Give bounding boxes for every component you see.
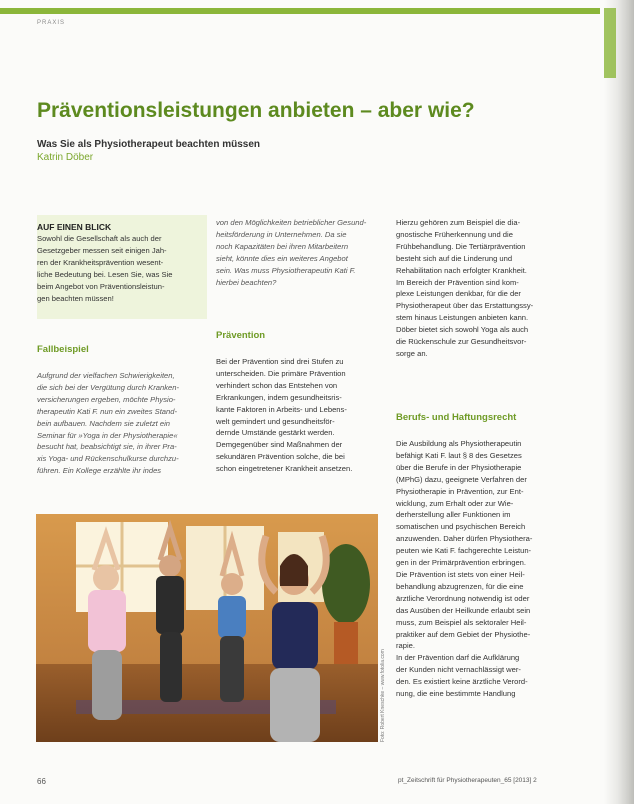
text-line: befähigt Kati F. laut § 8 des Gesetzes bbox=[396, 450, 522, 460]
text-line: kante Faktoren in Arbeits- und Lebens- bbox=[216, 404, 347, 414]
text-line: Physiotherapie in Prävention, zur Ent- bbox=[396, 486, 524, 496]
text-line: unterscheiden. Die primäre Prävention bbox=[216, 368, 346, 378]
article-subtitle: Was Sie als Physiotherapeut beachten müssen bbox=[37, 139, 261, 150]
text-line: über die Berufe in der Physiotherapie bbox=[396, 462, 522, 472]
text-line: derherstellung aller Funktionen im bbox=[396, 510, 511, 520]
text-line: sekundären Prävention solche, die bei bbox=[216, 452, 345, 462]
text-line: Bei der Prävention sind drei Stufen zu bbox=[216, 357, 344, 366]
text-line: gnostische Früherkennung und die bbox=[396, 229, 513, 239]
text-line: praktiker auf dem Gebiet der Physiothe- bbox=[396, 629, 531, 639]
article-title: Präventionsleistungen anbieten – aber wie? bbox=[37, 99, 475, 122]
text-line: sorge an. bbox=[396, 348, 428, 358]
text-line: plexe Leistungen denkbar, für die der bbox=[396, 289, 521, 299]
text-line: muss, zum Beispiel als sektoraler Heil- bbox=[396, 617, 527, 627]
fallbeispiel-continued-text bbox=[216, 217, 384, 288]
text-line: den. Es existiert keine ärztliche Verord- bbox=[396, 677, 528, 687]
text-line: gen beachten müssen! bbox=[37, 293, 114, 303]
text-line: versicherungen ergeben, möchte Physio- bbox=[37, 394, 176, 404]
text-line: Erkrankungen, indem gesundheitsris- bbox=[216, 392, 342, 402]
col3-intro-text bbox=[396, 217, 562, 360]
text-line: Demgegenüber sind Maßnahmen der bbox=[216, 440, 343, 450]
heading-fallbeispiel: Fallbeispiel bbox=[37, 344, 89, 355]
text-line: Frühbehandlung. Die Tertiärprävention bbox=[396, 241, 526, 251]
yoga-photo-illustration bbox=[36, 514, 378, 742]
text-line: (MPhG) dazu, geeignete Verfahren der bbox=[396, 474, 527, 484]
text-line: welt gemindert und gesundheitsför- bbox=[216, 416, 335, 426]
text-line: anzuwenden. Daher dürfen Physiothera- bbox=[396, 534, 533, 544]
text-line: Seminar für »Yoga in der Physiotherapie« bbox=[37, 430, 178, 440]
text-line: Die Ausbildung als Physiotherapeutin bbox=[396, 439, 522, 448]
berufsrecht-text bbox=[396, 438, 562, 700]
photo-credit bbox=[380, 614, 388, 742]
summary-box-text bbox=[37, 233, 205, 304]
text-line: führen. Ein Kollege erzählte ihr indes bbox=[37, 466, 162, 476]
text-line: wicklung, zum Erhalt oder zur Wie- bbox=[396, 498, 514, 508]
text-line: somatischen und psychischen Bereich bbox=[396, 522, 526, 532]
text-line: besucht hat, beabsichtigt sie, in ihrer Pra- bbox=[37, 442, 177, 452]
text-line: behandlung abzugrenzen, für die eine bbox=[396, 581, 524, 591]
journal-footer: pt_Zeitschrift für Physiotherapeuten_65 [2013] 2 bbox=[398, 777, 537, 784]
page-spine-shadow bbox=[604, 0, 634, 804]
text-line: ärztliche Verordnung notwendig ist oder bbox=[396, 593, 530, 603]
heading-praevention: Prävention bbox=[216, 330, 266, 341]
text-line: sieht, könnte dies ein weiteres Angebot bbox=[216, 253, 348, 263]
yoga-class-photo bbox=[36, 514, 378, 742]
photo-credit-text: Foto: Robert Kneschke – www.fotolia.com bbox=[380, 649, 386, 742]
text-line: Im Bereich der Prävention sind kom- bbox=[396, 277, 519, 287]
text-line: beim Angebot von Präventionsleistun- bbox=[37, 281, 165, 291]
text-line: dernde Umstände gestärkt werden. bbox=[216, 428, 335, 438]
text-line: Rehabilitation nach erfolgter Krankheit. bbox=[396, 265, 527, 275]
text-line: besteht sich auf die Linderung und bbox=[396, 253, 513, 263]
section-label: PRAXIS bbox=[37, 20, 66, 26]
text-line: von den Möglichkeiten betrieblicher Gesund- bbox=[216, 218, 367, 227]
text-line: die sich bei der Vergütung durch Kranken- bbox=[37, 382, 179, 392]
text-line: Gesetzgeber messen seit einigen Jah- bbox=[37, 245, 167, 255]
text-line: das Ausüben der Heilkunde erlaubt sein bbox=[396, 605, 531, 615]
text-line: hierbei beachten? bbox=[216, 277, 277, 287]
text-line: Sowohl die Gesellschaft als auch der bbox=[37, 234, 162, 243]
spine-accent bbox=[604, 8, 616, 78]
text-line: gen in der Primärprävention erbringen. bbox=[396, 558, 527, 568]
praevention-text bbox=[216, 356, 384, 475]
text-line: sein. Was muss Physiotherapeutin Kati F. bbox=[216, 265, 356, 275]
text-line: der Kunden nicht vernachlässigt wer- bbox=[396, 665, 521, 675]
text-line: nung, die eine bestimmte Handlung bbox=[396, 689, 516, 699]
summary-box-heading: AUF EINEN BLICK bbox=[37, 222, 112, 232]
page-number: 66 bbox=[37, 777, 46, 786]
text-line: rapie. bbox=[396, 641, 415, 651]
text-line: ren der Krankheitsprävention wesent- bbox=[37, 257, 164, 267]
article-author: Katrin Döber bbox=[37, 152, 94, 163]
text-line: stem hinaus Leistungen anbieten kann. bbox=[396, 313, 529, 323]
text-line: In der Prävention darf die Aufklärung bbox=[396, 653, 520, 663]
text-line: schon eingetretener Krankheit ansetzen. bbox=[216, 464, 353, 474]
text-line: noch Kapazitäten bei ihren Mitarbeitern bbox=[216, 241, 349, 251]
text-line: liche Bedeutung bei. Lesen Sie, was Sie bbox=[37, 269, 173, 279]
text-line: xis Yoga- und Rückenschulkurse durchzu- bbox=[37, 454, 179, 464]
text-line: Physiotherapeut über das Erstattungssy- bbox=[396, 301, 534, 311]
top-accent-bar bbox=[0, 8, 600, 14]
text-line: Aufgrund der vielfachen Schwierigkeiten, bbox=[37, 371, 175, 380]
text-line: die Rückenschule zur Gesundheitsvor- bbox=[396, 337, 527, 347]
heading-berufsrecht: Berufs- und Haftungsrecht bbox=[396, 412, 517, 423]
text-line: verhindert schon das Entstehen von bbox=[216, 380, 338, 390]
text-line: bein aufbauen. Nachdem sie zuletzt ein bbox=[37, 418, 170, 428]
text-line: Die Prävention ist stets von einer Heil- bbox=[396, 569, 525, 579]
text-line: Döber bietet sich sowohl Yoga als auch bbox=[396, 325, 529, 335]
text-line: heitsförderung in Unternehmen. Da sie bbox=[216, 229, 347, 239]
text-line: peuten wie Kati F. fachgerechte Leistun- bbox=[396, 546, 532, 556]
text-line: Hierzu gehören zum Beispiel die dia- bbox=[396, 218, 521, 227]
text-line: therapeutin Kati F. nun ein zweites Stand- bbox=[37, 406, 178, 416]
fallbeispiel-text bbox=[37, 370, 205, 477]
